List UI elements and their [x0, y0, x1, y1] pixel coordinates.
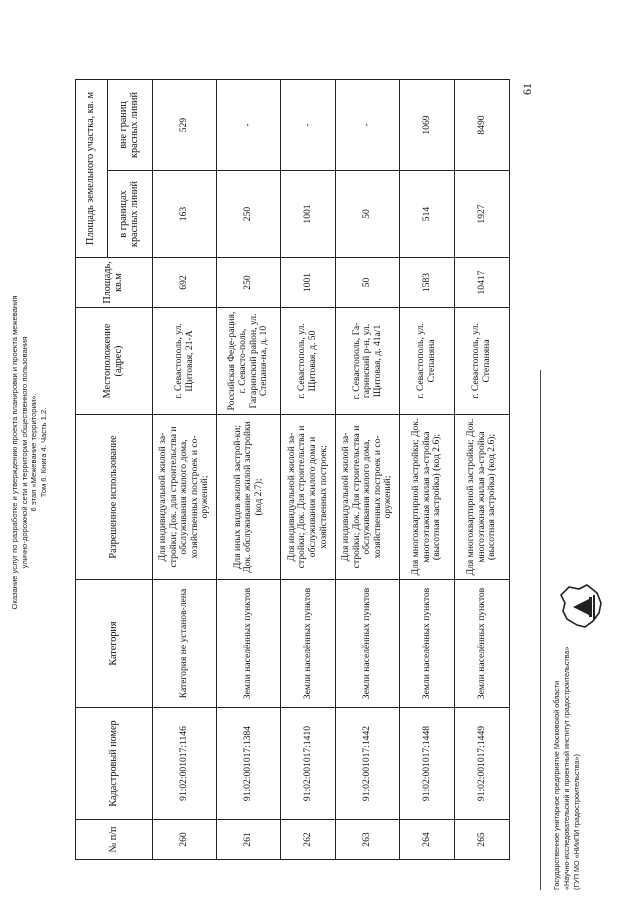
cell-category: Земли населённых пунктов [400, 580, 455, 708]
cell-category: Категория не установ-лена [153, 580, 217, 708]
cell-location: г. Севастополь, ул. Степаняна [400, 308, 455, 415]
cell-category: Земли населённых пунктов [281, 580, 336, 708]
cell-location: Российская Феде-рация, г. Севасто-поль, Гагаринский район, ул. Степаня-на, д. 10 [217, 308, 281, 415]
cell-num: 262 [281, 820, 336, 860]
footer-line-3: (ГУП МО «НИиПИ градостроительства») [571, 754, 581, 890]
cell-inside: 514 [400, 171, 455, 258]
cell-num: 260 [153, 820, 217, 860]
header-area: Площадь, кв.м [76, 258, 153, 308]
footer-line-2: «Научно-исследовательский и проектный институт градостроительства» [561, 646, 571, 890]
cell-area: 10417 [455, 258, 510, 308]
cell-cadastral: 91:02:001017:1449 [455, 708, 510, 820]
cell-use: Для индивидуальной жилой за-стройки; Док. Для строительства и обслуживания жилого дома, хозяйственных построек и со-оружений; [336, 415, 400, 580]
footer-line-1: Государственное унитарное предприятие Московской области [552, 680, 561, 890]
header-line-3: 6 этап «Межевание территории». [29, 393, 39, 512]
cell-outside: 529 [153, 80, 217, 171]
cell-location: г. Севастополь, ул. Щитовая, 21-А [153, 308, 217, 415]
document-header [10, 0, 48, 905]
cell-use: Для иных видов жилой застрой-ки; Док. обслуживание жилой застройки (код 2.7); [217, 415, 281, 580]
moscow-region-map-icon [555, 581, 607, 633]
footer-rule [540, 370, 541, 890]
cell-area: 50 [336, 258, 400, 308]
cell-category: Земли населённых пунктов [455, 580, 510, 708]
cell-area: 692 [153, 258, 217, 308]
institute-logo [555, 581, 607, 633]
cell-outside: - [281, 80, 336, 171]
cell-inside: 1001 [281, 171, 336, 258]
table-row [217, 80, 281, 860]
cell-location: г. Севастополь, ул. Степаняна [455, 308, 510, 415]
cell-use: Для индивидуальной жилой за-стройки; Док. Для строительства и обслуживания жилого дома и хозяйственных построек; [281, 415, 336, 580]
cell-num: 263 [336, 820, 400, 860]
header-inside-red-lines: в границах красных линий [108, 171, 153, 258]
cell-category: Земли населённых пунктов [336, 580, 400, 708]
cell-location: г. Севастополь, Га-гаринский р-н, ул. Щитовая, д. 41а/1 [336, 308, 400, 415]
cell-cadastral: 91:02:001017:1384 [217, 708, 281, 820]
cell-num: 265 [455, 820, 510, 860]
cell-cadastral: 91:02:001017:1410 [281, 708, 336, 820]
cell-num: 261 [217, 820, 281, 860]
cell-outside: 8490 [455, 80, 510, 171]
cell-use: Для многоквартирной застройки; Док. многоэтажная жилая за-стройка (высотная застройка) (код 2.6); [400, 415, 455, 580]
cell-area: 1001 [281, 258, 336, 308]
header-land-area-group: Площадь земельного участка, кв. м [76, 80, 108, 258]
land-plots-table [75, 79, 510, 860]
cell-outside: - [217, 80, 281, 171]
cell-inside: 1927 [455, 171, 510, 258]
header-cadastral: Кадастровый номер [76, 708, 153, 820]
header-outside-red-lines: вне границ красных линий [108, 80, 153, 171]
header-num: № п/п [76, 820, 153, 860]
header-category: Категория [76, 580, 153, 708]
header-location: Местоположение (адрес) [76, 308, 153, 415]
cell-inside: 250 [217, 171, 281, 258]
header-line-2: улично-дорожной сети и территории общественного пользования [19, 336, 29, 569]
header-line-1: Оказание услуг по разработке и утверждению проекта планировки и проекта межевания [10, 295, 19, 610]
cell-inside: 50 [336, 171, 400, 258]
table-row [153, 80, 217, 860]
cell-area: 250 [217, 258, 281, 308]
cell-cadastral: 91:02:001017:1442 [336, 708, 400, 820]
cell-area: 1583 [400, 258, 455, 308]
cell-use: Для многоквартирной застройки; Док. многоэтажная жилая за-стройка (высотная застройка) (код 2.6); [455, 415, 510, 580]
cell-num: 264 [400, 820, 455, 860]
header-permitted-use: Разрешенное использование [76, 415, 153, 580]
cell-cadastral: 91:02:001017:1146 [153, 708, 217, 820]
page-number: 61 [520, 83, 534, 95]
table-row [281, 80, 336, 860]
document-footer [552, 647, 581, 890]
table-row [400, 80, 455, 860]
cell-use: Для индивидуальной жилой за-стройки; Док. для строительства и обслуживания жилого дома, хозяйственных построек и со-оружений; [153, 415, 217, 580]
table-row [455, 80, 510, 860]
cell-outside: 1069 [400, 80, 455, 171]
header-line-4: Том 6. Книга 4. Часть 1.2. [38, 407, 48, 498]
cell-outside: - [336, 80, 400, 171]
cell-cadastral: 91:02:001017:1448 [400, 708, 455, 820]
cell-category: Земли населённых пунктов [217, 580, 281, 708]
table-row [336, 80, 400, 860]
cell-inside: 163 [153, 171, 217, 258]
cell-location: г. Севастополь, ул. Щитовая, д. 50 [281, 308, 336, 415]
